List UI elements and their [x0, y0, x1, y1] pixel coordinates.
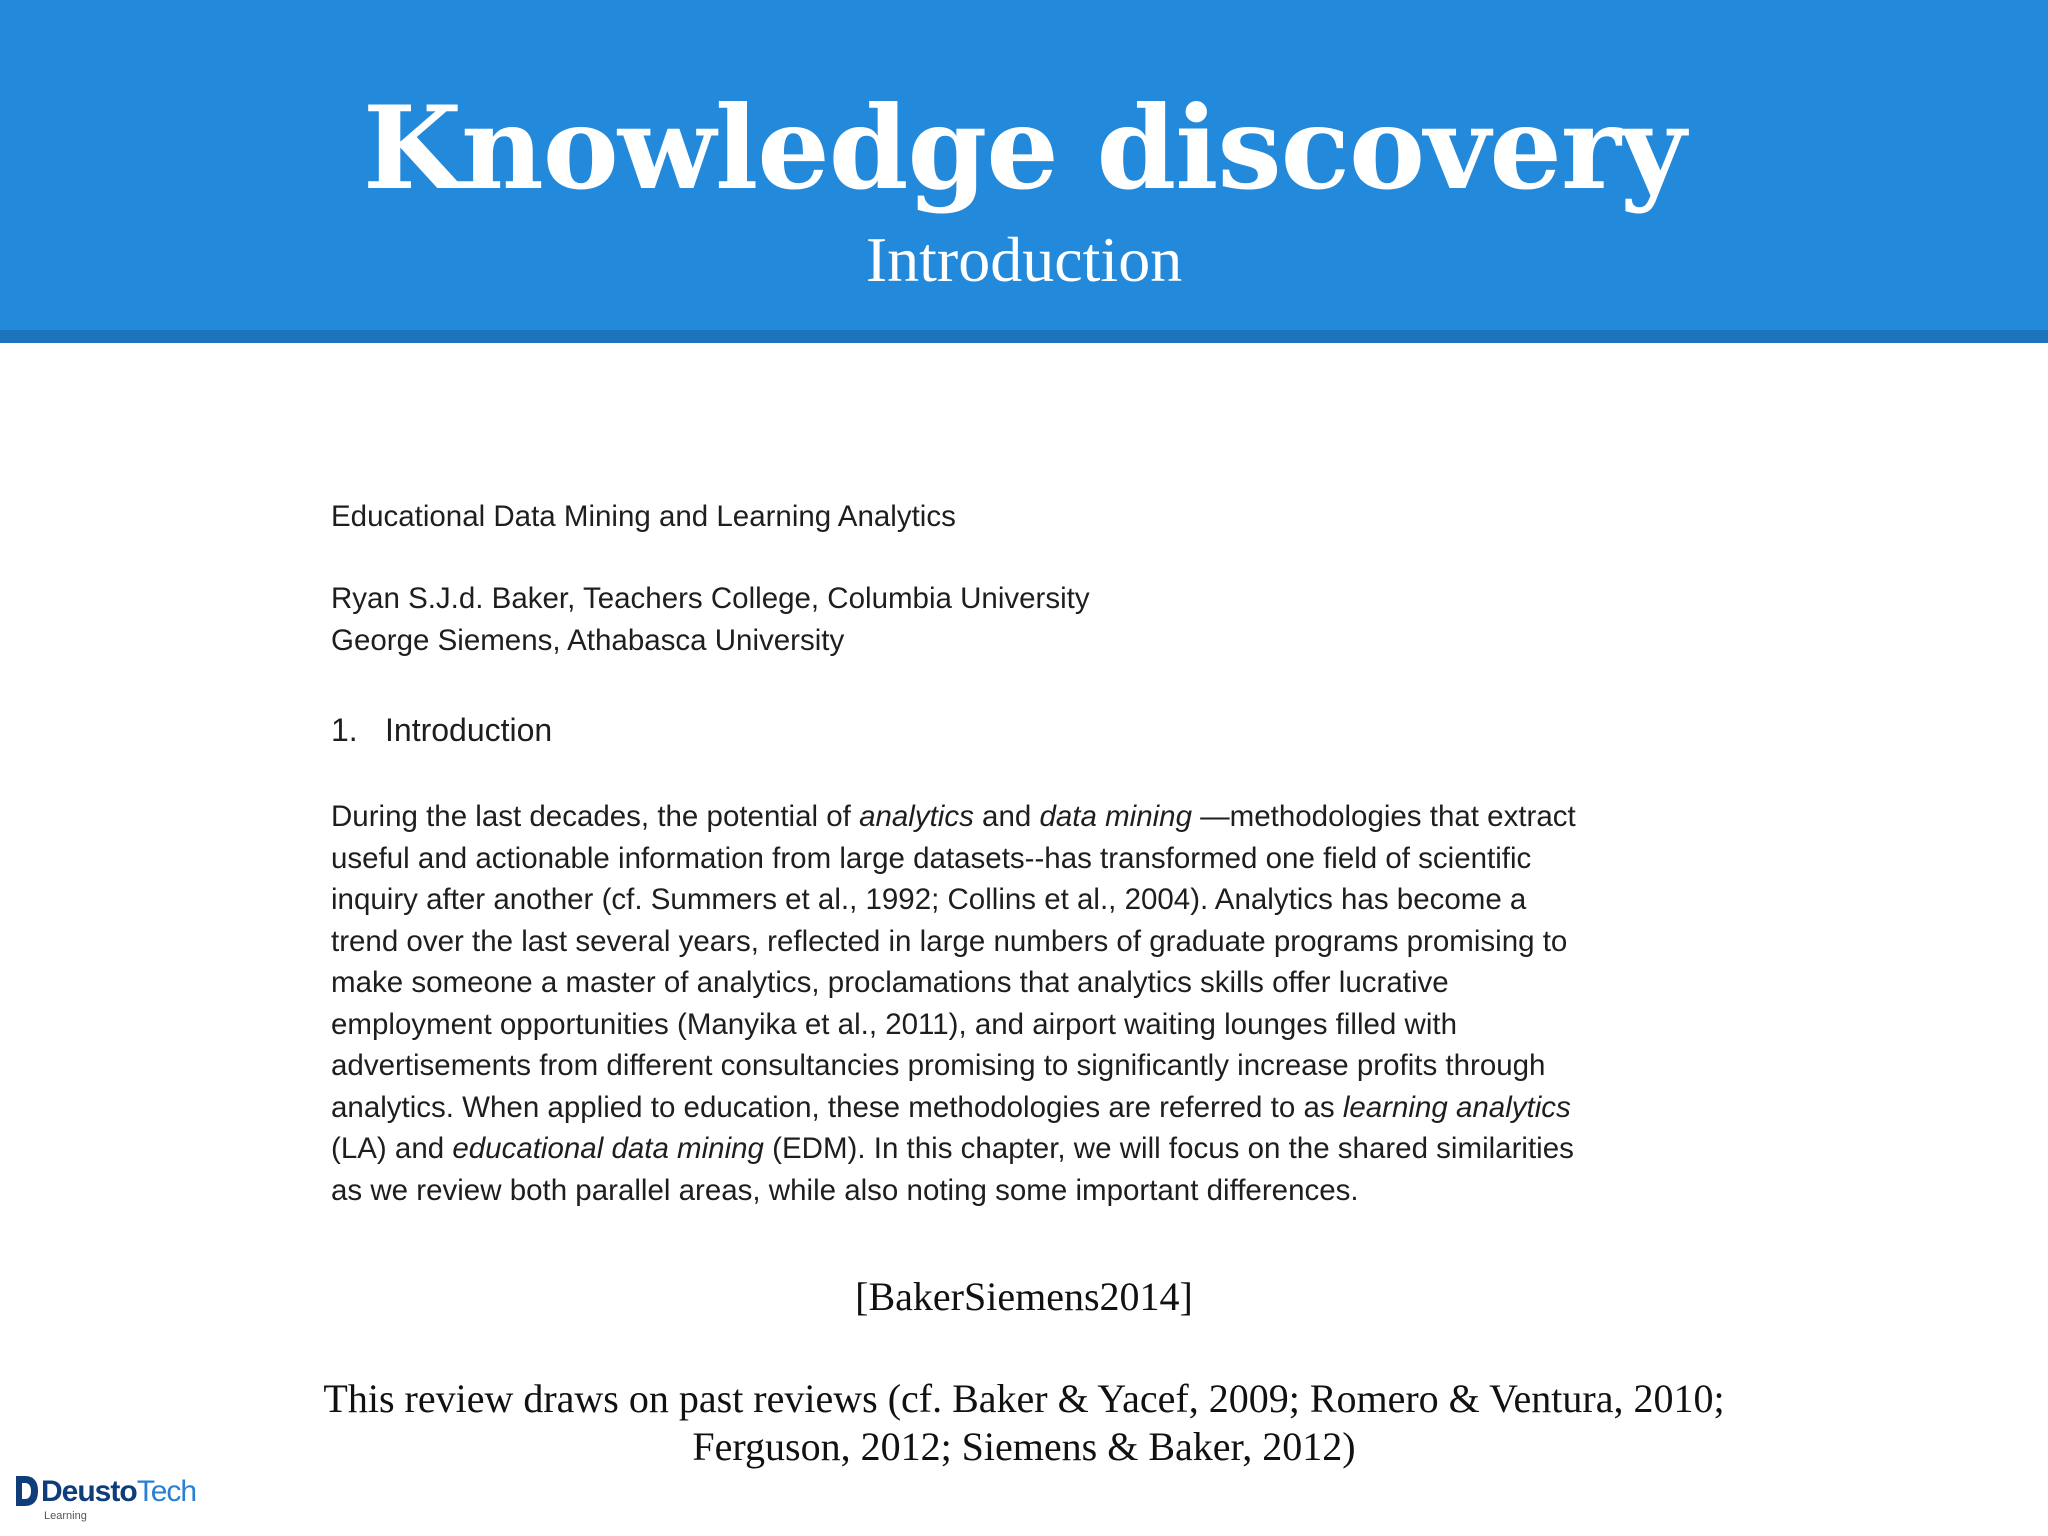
- section-number: 1.: [331, 712, 358, 748]
- body-text: useful and actionable information from large datasets--has transformed one field of scientific: [331, 841, 1532, 875]
- body-text: as we review both parallel areas, while also noting some important differences.: [331, 1173, 1359, 1207]
- paper-title: Educational Data Mining and Learning Analytics: [331, 500, 956, 533]
- body-text: inquiry after another (cf. Summers et al., 1992; Collins et al., 2004). Analytics has become a: [331, 883, 1527, 916]
- logo-wordmark: [41, 1472, 196, 1512]
- paper-author: George Siemens, Athabasca University: [331, 624, 845, 657]
- body-text: (LA) and: [331, 1132, 453, 1165]
- paper-body-line: [331, 1128, 1691, 1170]
- italic-term: educational data mining: [452, 1132, 764, 1165]
- italic-term: data mining: [1039, 800, 1192, 833]
- citation-reference: [BakerSiemens2014]: [855, 1274, 1193, 1319]
- deustotech-d-icon: [14, 1474, 40, 1508]
- section-title: Introduction: [385, 712, 553, 748]
- paper-body-line: [331, 1170, 1691, 1212]
- body-text: —methodologies that extract: [1191, 800, 1576, 833]
- italic-term: learning analytics: [1342, 1090, 1571, 1124]
- logo-subtitle: Learning: [44, 1510, 87, 1522]
- paper-body-line: [331, 1087, 1691, 1129]
- deustotech-logo: [14, 1470, 197, 1526]
- paper-body-line: [331, 838, 1691, 880]
- body-text: make someone a master of analytics, proclamations that analytics skills offer lucrative: [331, 966, 1449, 999]
- italic-term: analytics: [859, 800, 974, 833]
- body-text: and: [973, 800, 1040, 833]
- review-note: [0, 1375, 2048, 1471]
- section-heading: [331, 712, 552, 749]
- review-note-line: Ferguson, 2012; Siemens & Baker, 2012): [692, 1424, 1356, 1469]
- slide-subtitle: Introduction: [865, 224, 1183, 295]
- paper-body-line: [331, 879, 1691, 921]
- body-text: advertisements from different consultancies promising to significantly increase profits through: [331, 1049, 1546, 1082]
- body-text: During the last decades, the potential of: [331, 800, 860, 833]
- body-text: trend over the last several years, reflected in large numbers of graduate programs promising to: [331, 924, 1568, 958]
- review-note-line: This review draws on past reviews (cf. Baker & Yacef, 2009; Romero & Ventura, 2010;: [323, 1376, 1725, 1421]
- paper-body-line: [331, 1045, 1691, 1087]
- body-text: employment opportunities (Manyika et al., 2011), and airport waiting lounges filled with: [331, 1007, 1457, 1041]
- slide-title: Knowledge discovery: [362, 81, 1686, 215]
- logo-word-deusto: Deusto: [41, 1475, 137, 1508]
- paper-body: [331, 796, 1691, 1211]
- paper-body-line: [331, 796, 1691, 838]
- paper-body-line: [331, 1004, 1691, 1046]
- logo-word-tech: Tech: [136, 1475, 197, 1508]
- paper-body-line: [331, 962, 1691, 1004]
- title-banner: [0, 0, 2048, 330]
- paper-author: Ryan S.J.d. Baker, Teachers College, Columbia University: [331, 582, 1090, 615]
- body-text: (EDM). In this chapter, we will focus on the shared similarities: [763, 1132, 1574, 1165]
- banner-underline: [0, 330, 2048, 343]
- paper-body-line: [331, 921, 1691, 963]
- body-text: analytics. When applied to education, these methodologies are referred to as: [331, 1090, 1343, 1124]
